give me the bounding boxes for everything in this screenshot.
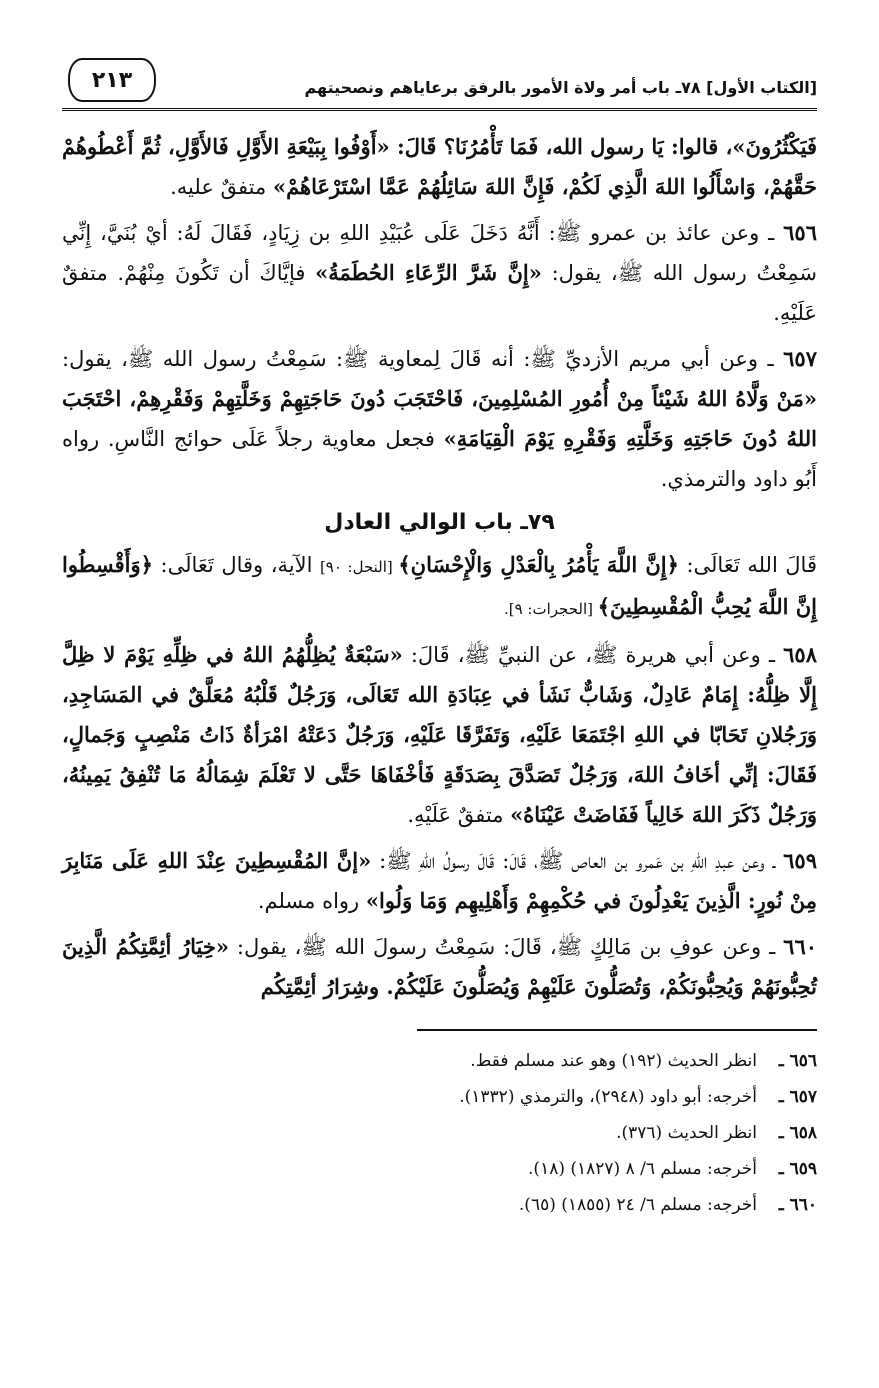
footnote	[62, 1187, 817, 1223]
hadith-657	[62, 339, 817, 499]
paragraph-continuation	[62, 127, 817, 207]
running-title: [الكتاب الأول] ٧٨ـ باب أمر ولاة الأمور بالرفق برعاياهم ونصحيتهم	[304, 78, 817, 97]
text: فإيَّاكَ أن تَكُونَ مِنْهُمْ. متفقٌ عَلَيْهِ.	[62, 261, 817, 325]
footnotes	[62, 1043, 817, 1223]
text: قَالَ الله تَعَالَى:	[678, 553, 817, 577]
footnote-text: أخرجه: مسلم ٦/ ٢٤ (١٨٥٥) (٦٥).	[518, 1195, 757, 1215]
hadith-658	[62, 635, 817, 835]
chapter-heading: ٧٩ـ باب الوالي العادل	[324, 510, 555, 535]
text: ـ وعن أبي هريرة ﷺ، عن النبيِّ ﷺ، قَالَ:	[402, 643, 784, 667]
footnote-text: انظر الحديث (٣٧٦).	[616, 1123, 757, 1143]
hadith-660	[62, 927, 817, 1007]
hadith-number: ٦٥٧	[783, 346, 817, 371]
text: ـ وعن عبدِ اللهِ بن عَمرو بن العاص ﷺ، قَالَ: قَالَ رسولُ اللهِ ﷺ:	[371, 849, 784, 873]
text: متفقٌ عَلَيْهِ.	[407, 803, 511, 827]
page-header	[62, 50, 817, 111]
hadith-656	[62, 213, 817, 333]
footnote	[62, 1151, 817, 1187]
text: ـ وعن عوفِ بن مَالِكٍ ﷺ، قَالَ: سَمِعْتُ رسولَ الله ﷺ، يقول:	[228, 935, 784, 959]
hadith-quote: «خِيَارُ أئِمَّتِكُمُ الَّذِينَ تُحِبُّونَهُمْ وَيُحِبُّونَكُمْ، وَتُصَلُّونَ عَلَيْهِمْ وَيُصَلُّونَ عَلَيْكُمْ. وشِرَارُ أئِمَّتِكُم	[62, 934, 817, 999]
hadith-number: ٦٥٩	[783, 848, 817, 873]
book-page	[62, 50, 817, 1348]
hadith-number: ٦٥٦	[783, 220, 817, 245]
hadith-number: ٦٥٨	[783, 642, 817, 667]
footnote-divider	[417, 1029, 817, 1031]
quran-verse: ﴿إِنَّ اللَّهَ يَأْمُرُ بِالْعَدْلِ وَالْإِحْسَانِ﴾	[398, 552, 679, 577]
hadith-quote: «أَوْفُوا بِبَيْعَةِ الأَوَّلِ فَالأَوَّلِ، ثُمَّ أَعْطُوهُمْ حَقَّهُمْ، وَاسْأَلُوا اللهَ الَّذِي لَكُمْ، فَإِنَّ اللهَ سَائِلُهُمْ عَمَّا اسْتَرْعَاهُمْ»	[62, 134, 817, 199]
text: رواه مسلم.	[257, 889, 366, 913]
footnote-text: أخرجه: أبو داود (٢٩٤٨)، والترمذي (١٣٣٢).	[459, 1087, 757, 1107]
footnote	[62, 1079, 817, 1115]
footnote	[62, 1043, 817, 1079]
verse-reference: [الحجرات: ٩].	[503, 600, 598, 618]
text: فجعل معاوية رجلاً عَلَى حوائج النَّاسِ. رواه أَبُو داود والترمذي.	[62, 427, 817, 491]
footnote-text: انظر الحديث (١٩٢) وهو عند مسلم فقط.	[470, 1051, 757, 1071]
hadith-quote: «سَبْعَةٌ يُظِلُّهُمُ اللهُ في ظِلِّهِ يَوْمَ لا ظِلَّ إِلَّا ظِلُّهُ: إِمَامٌ عَادِلٌ، وَشَابٌّ نَشَأ في عِبَادَةِ الله تَعَالَى، وَرَجُلٌ قَلْبُهُ مُعَلَّقٌ في المَسَاجِدِ، وَرَجُلانِ تَحَابّا في اللهِ اجْتَمَعَا عَلَيْهِ، وَتَفَرَّقَا عَلَيْهِ، وَرَجُلٌ دَعَتْهُ امْرَأةٌ ذَاتُ مَنْصِبٍ وَجَمالٍ، فَقَالَ: إنِّي أخَافُ اللهَ، وَرَجُلٌ تَصَدَّقَ بِصَدَقَةٍ فَأخْفَاهَا حَتَّى لا تَعْلَمَ شِمَالُهُ مَا تُنْفِقُ يَمِينُهُ، وَرَجُلٌ ذَكَرَ اللهَ خَالِياً فَفَاضَتْ عَيْنَاهُ»	[62, 642, 817, 827]
hadith-quote: «إنَّ المُقْسِطِينَ عِنْدَ اللهِ عَلَى مَنَابِرَ مِنْ نُورٍ: الَّذِينَ يَعْدِلُونَ في حُكْمِهِمْ وَأَهْلِيهِم وَمَا وَلُوا»	[62, 848, 817, 913]
page-number: ٢١٣	[68, 58, 156, 102]
footnote-number: ٦٥٦ ـ	[778, 1051, 817, 1071]
hadith-quote: «مَنْ وَلَّاهُ اللهُ شَيْئاً مِنْ أُمُورِ المُسْلِمِينَ، فَاحْتَجَبَ دُونَ حَاجَتِهِمْ وَخَلَّتِهِمْ وَفَقْرِهِمْ، احْتَجَبَ اللهُ دُونَ حَاجَتِهِ وَخَلَّتِهِ وَفَقْرِهِ يَوْمَ الْقِيَامَةِ»	[62, 386, 817, 451]
hadith-number: ٦٦٠	[783, 934, 818, 959]
quran-verse: ﴿وَأَقْسِطُوا إِنَّ اللَّهَ يُحِبُّ الْمُقْسِطِينَ﴾	[62, 552, 817, 619]
footnote	[62, 1115, 817, 1151]
text: ـ وعن أبي مريم الأزديِّ ﷺ: أنه قَالَ لِمعاوية ﷺ: سَمِعْتُ رسول الله ﷺ، يقول:	[62, 347, 784, 371]
footnote-number: ٦٦٠ ـ	[778, 1195, 817, 1215]
footnote-number: ٦٥٧ ـ	[778, 1087, 817, 1107]
verse-reference: [النحل: ٩٠]	[319, 558, 399, 576]
footnote-number: ٦٥٨ ـ	[778, 1123, 817, 1143]
footnote-number: ٦٥٩ ـ	[778, 1159, 817, 1179]
quran-verses	[62, 545, 817, 629]
hadith-659	[62, 841, 817, 921]
text: متفقٌ عليه.	[170, 175, 273, 199]
page-body	[62, 127, 817, 1007]
text: ـ وعن عائذ بن عمرو ﷺ: أَنَّهُ دَخَلَ عَلَى عُبَيْدِ اللهِ بن زِيَادٍ، فَقَالَ لَهُ: أيْ بُنَيَّ، إِنِّي سَمِعْتُ رسول الله ﷺ، يقول:	[62, 221, 817, 285]
hadith-quote: «إِنَّ شَرَّ الرِّعَاءِ الحُطَمَةُ»	[315, 260, 542, 285]
text-bold: فَيَكْثُرُونَ»، قالوا: يَا رسول الله، فَمَا تَأْمُرُنَا؟ قَالَ:	[389, 134, 817, 159]
footnote-text: أخرجه: مسلم ٦/ ٨ (١٨٢٧) (١٨).	[528, 1159, 757, 1179]
text: الآية، وقال تَعَالَى:	[152, 553, 320, 577]
